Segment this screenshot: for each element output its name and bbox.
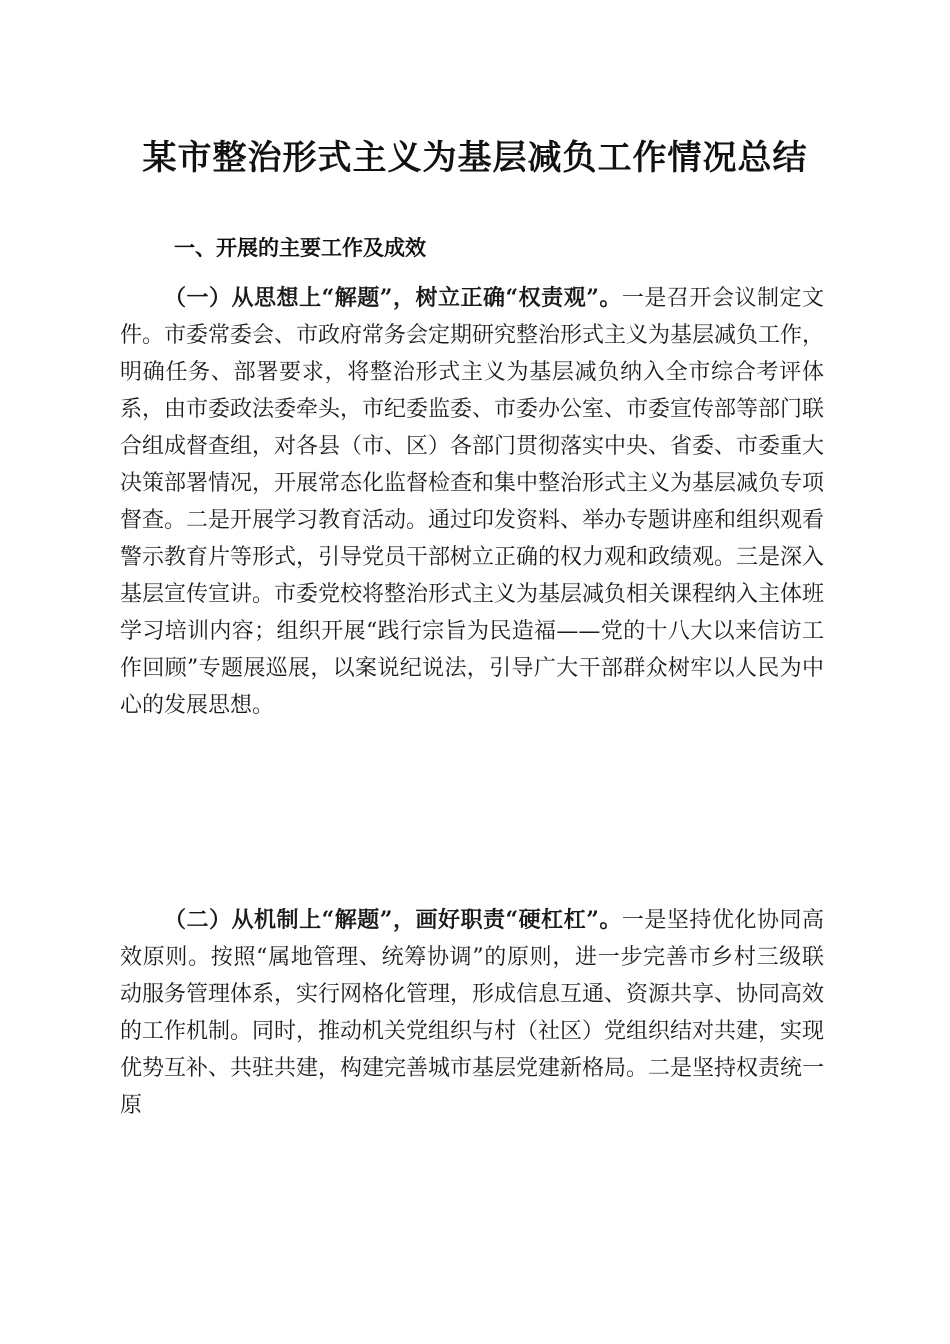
paragraph-2 xyxy=(120,902,824,1124)
paragraph-2-lead: （二）从机制上“解题”，画好职责“硬杠杠”。 xyxy=(164,907,622,933)
paragraph-1-body: 一是召开会议制定文件。市委常委会、市政府常务会定期研究整治形式主义为基层减负工作，明确任务、部署要求，将整治形式主义为基层减负纳入全市综合考评体系，由市委政法委牵头，市纪委监委、市委办公室、市委宣传部等部门联合组成督查组，对各县（市、区）各部门贯彻落实中央、省委、市委重大决策部署情况，开展常态化监督检查和集中整治形式主义为基层减负专项督查。二是开展学习教育活动。通过印发资料、举办专题讲座和组织观看警示教育片等形式，引导党员干部树立正确的权力观和政绩观。三是深入基层宣传宣讲。市委党校将整治形式主义为基层减负相关课程纳入主体班学习培训内容；组织开展“践行宗旨为民造福——党的十八大以来信访工作回顾”专题展巡展，以案说纪说法，引导广大干部群众树牢以人民为中心的发展思想。 xyxy=(120,286,825,718)
paragraph-2-body: 一是坚持优化协同高效原则。按照“属地管理、统筹协调”的原则，进一步完善市乡村三级联动服务管理体系，实行网格化管理，形成信息互通、资源共享、协同高效的工作机制。同时，推动机关党组织与村（社区）党组织结对共建，实现优势互补、共驻共建，构建完善城市基层党建新格局。二是坚持权责统一原 xyxy=(120,908,825,1118)
document-title: 某市整治形式主义为基层减负工作情况总结 xyxy=(142,138,808,178)
paragraph-1-lead: （一）从思想上“解题”，树立正确“权责观”。 xyxy=(164,285,622,311)
section-heading: 一、开展的主要工作及成效 xyxy=(174,236,426,260)
paragraph-1 xyxy=(120,280,824,724)
